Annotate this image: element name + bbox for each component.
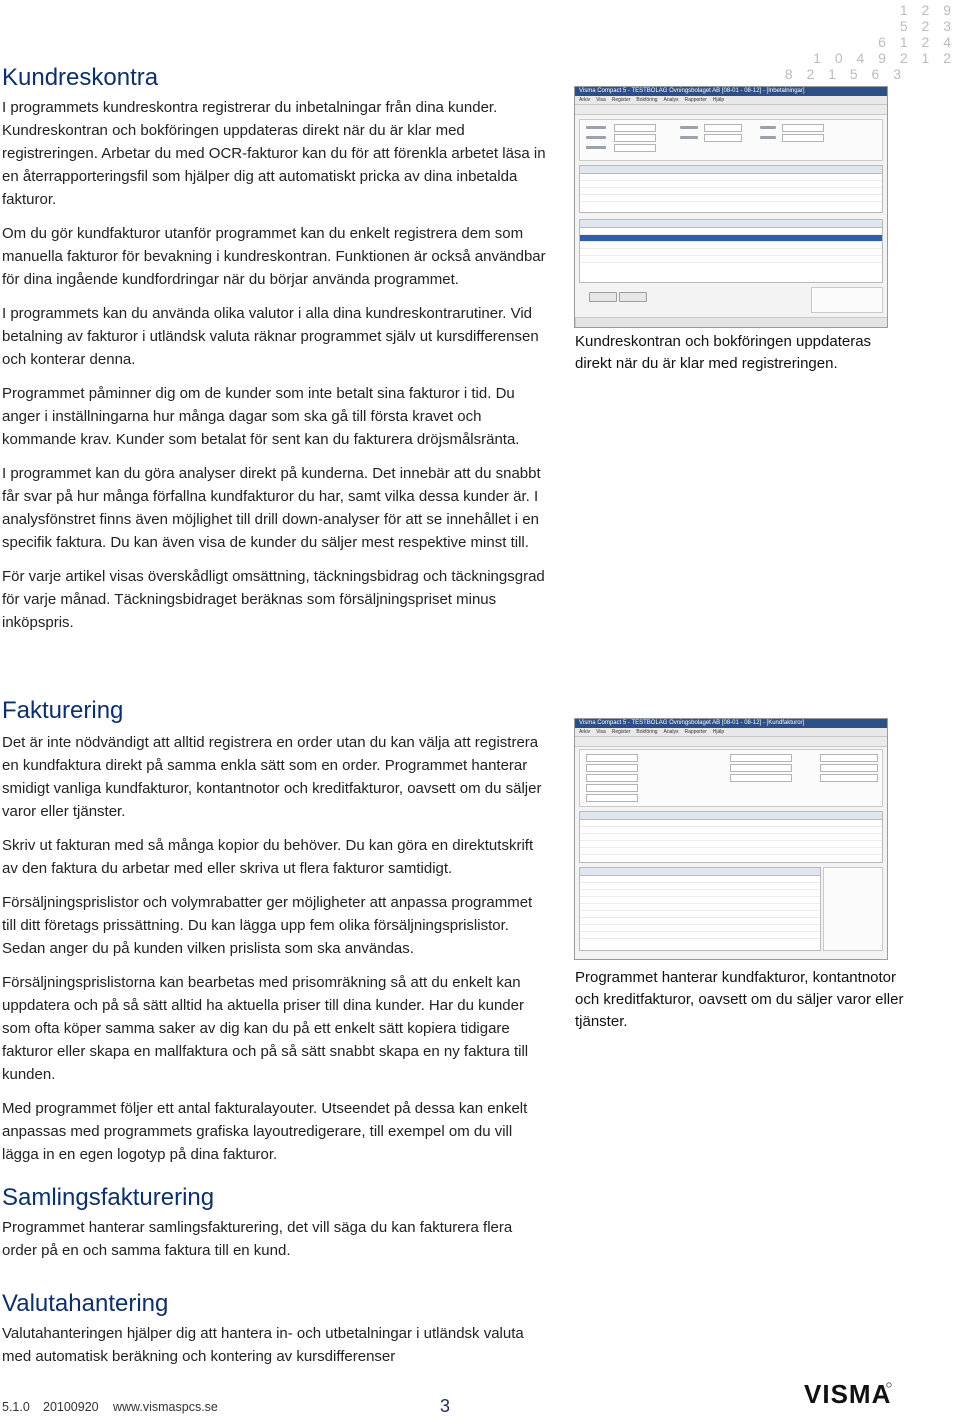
menu-item: Hjälp — [712, 729, 725, 735]
heading-fakturering: Fakturering — [2, 697, 124, 724]
screenshot1-totals — [811, 287, 883, 313]
menu-item: Register — [611, 97, 631, 103]
fakturering-p4: Försäljningsprislistorna kan bearbetas med prisomräkning så att du enkelt kan uppdatera och på så sätt alltid ha aktuella priser till dina kunder. Har du kunder som ofta köper samma saker av dig kan du på ett enkelt sätt kopiera tidigare fakturor eller skapa en mallfaktura och på så sätt snabbt skapa en ny faktura till kunden. — [2, 974, 529, 1083]
samlingsfakturering-p1: Programmet hanterar samlingsfakturering, det vill säga du kan fakturera flera order på en och samma faktura till en kund. — [2, 1219, 513, 1259]
page-number: 3 — [440, 1396, 451, 1416]
screenshot2-totals — [823, 867, 883, 951]
deco-line-1: 1 2 9 — [899, 2, 956, 18]
screenshot2-menubar — [575, 728, 887, 737]
deco-line-3: 6 1 2 4 — [878, 34, 956, 50]
screenshot1-statusbar — [575, 317, 888, 328]
kundreskontra-body — [2, 96, 547, 645]
caption-fakturering: Programmet hanterar kundfakturor, kontantnotor och kreditfakturor, oavsett om du säljer varor eller tjänster. — [575, 969, 904, 1030]
fakturering-p2: Skriv ut fakturan med så många kopior du behöver. Du kan göra en direktutskrift av den faktura du arbetar med eller skriva ut flera fakturor samtidigt. — [2, 837, 534, 877]
menu-item: Bokföring — [636, 729, 658, 735]
menu-item: Bokföring — [636, 97, 658, 103]
menu-item: Visa — [596, 97, 606, 103]
deco-line-4: 1 0 4 9 2 1 2 — [813, 50, 956, 66]
visma-logo-text: VISMA — [804, 1381, 892, 1407]
menu-item: Hjälp — [712, 97, 725, 103]
screenshot1-customer-grid — [579, 165, 883, 213]
screenshot1-toolbar — [575, 105, 887, 115]
caption-kundreskontra: Kundreskontran och bokföringen uppdateras direkt när du är klar med registreringen. — [575, 333, 872, 372]
deco-line-5: 8 2 1 5 6 3 — [784, 66, 906, 82]
menu-item: Arkiv — [579, 97, 591, 103]
screenshot-kundfakturor — [574, 718, 888, 960]
deco-line-2: 5 2 3 — [899, 18, 956, 34]
footer-date: 20100920 — [43, 1400, 99, 1414]
menu-item: Rapporter — [684, 97, 707, 103]
kundreskontra-p1: I programmets kundreskontra registrerar du inbetalningar från dina kunder. Kundreskontran och bokföringen uppdateras direkt när du är klar med registreringen. Arbetar du med OCR-fakturor kan du för att förenkla arbetet läsa in en återrapporteringsfil som hjälper dig att automatiskt pricka av dina inbetalda fakturor. — [2, 99, 546, 208]
valutahantering-body — [2, 1322, 547, 1379]
screenshot1-button — [619, 292, 647, 302]
menu-item: Analys — [663, 729, 679, 735]
screenshot1-menubar — [575, 96, 887, 105]
screenshot1-invoice-grid — [579, 219, 883, 283]
fakturering-p5: Med programmet följer ett antal fakturalayouter. Utseendet på dessa kan enkelt anpassas med programmets grafiska layoutredigerare, till exempel om du vill lägga in en egen logotyp på dina fakturor. — [2, 1100, 528, 1163]
samlingsfakturering-body — [2, 1216, 547, 1273]
heading-valutahantering: Valutahantering — [2, 1290, 169, 1317]
screenshot2-titlebar: Visma Compact 5 - TESTBOLAG Övningsbolaget AB [08-01 - 08-12] - [Kundfakturor] — [575, 719, 887, 728]
kundreskontra-p2: Om du gör kundfakturor utanför programmet kan du enkelt registrera dem som manuella fakturor för bevakning i kundreskontran. Funktionen är också användbar för dina ingående kundfordringar när du börjar använda programmet. — [2, 225, 546, 288]
footer-url[interactable]: www.vismaspcs.se — [113, 1400, 218, 1414]
footer-version: 5.1.0 — [2, 1400, 30, 1414]
kundreskontra-p3: I programmets kan du använda olika valutor i alla dina kundreskontrarutiner. Vid betalning av fakturor i utländsk valuta räknar programmet själv ut kursdifferensen och konterar denna. — [2, 305, 539, 368]
kundreskontra-p5: I programmet kan du göra analyser direkt på kunderna. Det innebär att du snabbt får svar på hur många förfallna kundfakturor du har, samt vilka dessa kunder är. I analysfönstret finns även möjlighet till drill down-analyser för att se innehållet i en specifik faktura. Du kan även visa de kunder du säljer mest respektive minst till. — [2, 465, 541, 551]
heading-kundreskontra: Kundreskontra — [2, 64, 159, 91]
screenshot1-form-panel — [579, 119, 883, 161]
screenshot1-button — [589, 292, 617, 302]
menu-item: Rapporter — [684, 729, 707, 735]
menu-item: Visa — [596, 729, 606, 735]
screenshot2-form-panel — [579, 749, 883, 807]
decorative-numbers — [780, 2, 956, 82]
fakturering-p3: Försäljningsprislistor och volymrabatter ger möjligheter att anpassa programmet till ditt företags prissättning. Du kan lägga upp fem olika försäljningsprislistor. Sedan anger du på kunden vilken prislista som ska användas. — [2, 894, 533, 957]
kundreskontra-p6: För varje artikel visas överskådligt omsättning, täckningsbidrag och täckningsgrad för varje månad. Täckningsbidraget beräknas som försäljningspriset minus inköpspris. — [2, 568, 545, 631]
screenshot2-rows-grid — [579, 811, 883, 863]
menu-item: Analys — [663, 97, 679, 103]
screenshot2-articles-grid — [579, 867, 821, 951]
fakturering-p1: Det är inte nödvändigt att alltid registrera en order utan du kan välja att registrera en kundfaktura direkt på samma enkla sätt som en order. Programmet hanterar smidigt vanliga kundfakturor, kontantnotor och kreditfakturor, oavsett om du säljer varor eller tjänster. — [2, 734, 542, 820]
screenshot-inbetalningar — [574, 86, 888, 328]
fakturering-body — [2, 731, 547, 1177]
menu-item: Arkiv — [579, 729, 591, 735]
visma-logo — [804, 1381, 892, 1407]
kundreskontra-p4: Programmet påminner dig om de kunder som inte betalt sina fakturor i tid. Du anger i inställningarna hur många dagar som ska gå till första kravet och kommande krav. Kunder som betalat för sent kan du fakturera dröjsmålsränta. — [2, 385, 520, 448]
screenshot1-titlebar: Visma Compact 5 - TESTBOLAG Övningsbolaget AB [08-01 - 08-12] - [Inbetalningar] — [575, 87, 887, 96]
heading-samlingsfakturering: Samlingsfakturering — [2, 1184, 215, 1211]
menu-item: Register — [611, 729, 631, 735]
screenshot2-toolbar — [575, 737, 887, 747]
valutahantering-p1: Valutahanteringen hjälper dig att hantera in- och utbetalningar i utländsk valuta med automatisk beräkning och kontering av kursdifferenser — [2, 1325, 524, 1365]
